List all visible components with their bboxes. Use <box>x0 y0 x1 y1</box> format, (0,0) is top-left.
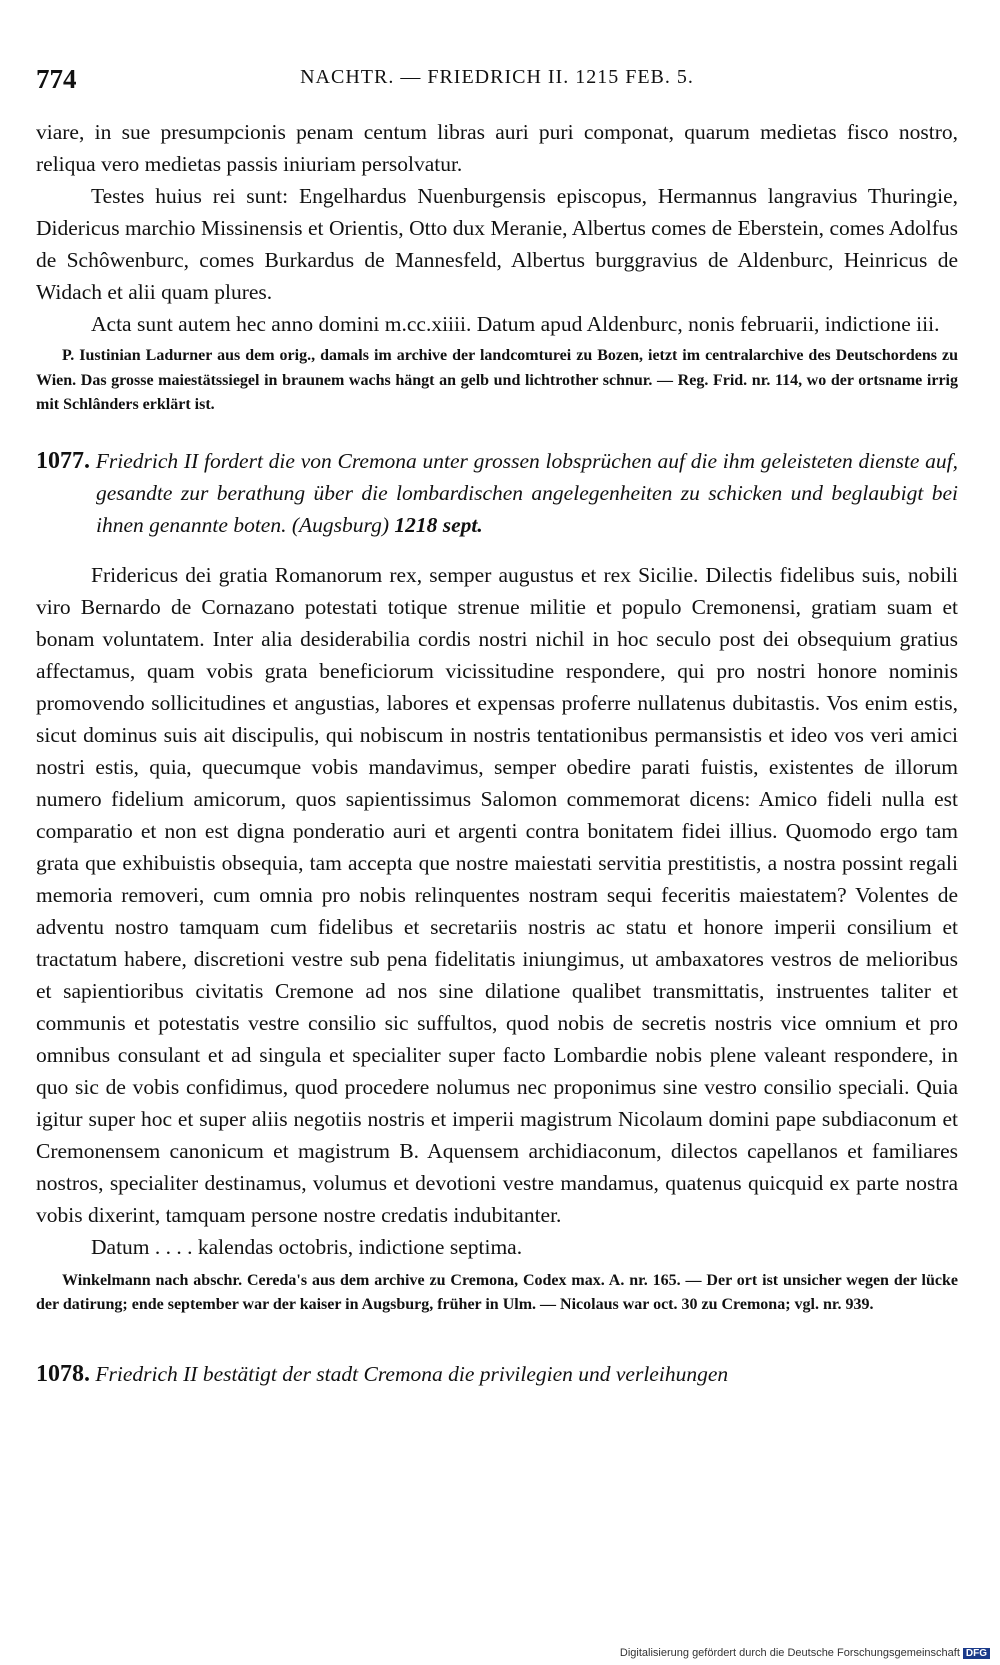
page-header <box>36 40 958 94</box>
dfg-logo: DFG <box>963 1648 990 1659</box>
page-number: 774 <box>36 64 77 94</box>
regest-text-1077: Friedrich II fordert die von Cremona unter grossen lobsprüchen auf die ihm geleisteten dienste auf, gesandte zur berathung über die lombardischen angelegenheiten zu schicken und beglaubigt bei ihnen genannte boten. (Augsburg) <box>95 448 959 537</box>
regest-text-1078: Friedrich II bestätigt der stadt Cremona die privilegien und verleihungen <box>95 1361 729 1386</box>
regest-date-1077: 1218 sept. <box>394 512 483 537</box>
source-note-1077: Winkelmann nach abschr. Cereda's aus dem archive zu Cremona, Codex max. A. nr. 165. — Der ort ist unsicher wegen der lücke der datirung; ende september war der kaiser in Augsburg, früher in Ulm. — Nicolaus war oct. 30 zu Cremona; vgl. nr. 939. <box>36 1271 958 1313</box>
digitization-credit <box>620 1647 990 1659</box>
dating-paragraph: Acta sunt autem hec anno domini m.cc.xiiii. Datum apud Aldenburc, nonis februarii, indictione iii. <box>91 312 940 336</box>
page-content <box>36 40 958 1390</box>
regest-1077 <box>36 445 958 541</box>
entry-number-1077: 1077. <box>36 447 90 474</box>
entry-number-1078: 1078. <box>36 1360 90 1387</box>
charter-text-1077: Fridericus dei gratia Romanorum rex, semper augustus et rex Sicilie. Dilectis fidelibus suis, nobili viro Bernardo de Cornazano potestati totique strenue militie et populo Cremonensi, gratiam suam et bonam voluntatem. Inter alia desiderabilia cordis nostri nichil in hoc seculo post dei obsequium gratius affectamus, quam vobis grata beneficiorum vicissitudine respondere, qui pro nostri honore nominis promovendo sollicitudines et angustias, labores et expensas proferre nullatenus dubitastis. Vos enim estis, sicut dominus suis ait discipulis, qui nobiscum in nostris tentationibus permansistis et ideo vos veri amici nostri estis, quia, quecumque vobis mandavimus, semper obedire parati fuistis, existentes de illorum numero fidelium amicorum, quos sapientissimus Salomon commemorat dicens: Amico fideli nulla est comparatio et non est digna ponderatio auri et argenti contra bonitatem fidei illius. Quomodo ergo tam grata que exhibuistis obsequia, tam accepta que nostre maiestati servitia prestitistis, a nostra possint regali memoria removeri, cum omnia pro nobis relinquentes nostram sequi feceritis maiestatem? Volentes de adventu nostro tamquam cum fidelibus et secretariis nostris ac statu et honore imperii consilium et tractatum habere, discretioni vestre sub pena fidelitatis iniungimus, ut ambaxatores vestros de melioribus et sapientioribus civitatis Cremone ad nos sine dilatione qualibet transmittatis, instruentes taliter et communis et potestatis vestre consilio sic suffultos, quod nobis de secretis nostris vice omnium et pro omnibus consulant et ad singula et specialiter super facto Lombardie nobis plene valeant respondere, in quo sic de vobis confidimus, quod procedere nolumus nec proponimus sine vestro consilio speciali. Quia igitur super hoc et super aliis negotiis nostris et imperii magistrum Nicolaum domini pape subdiaconum et Cremonensem canonicum et magistrum B. Aquensem archidiaconum, dilectos capellanos et familiares nostros, specialiter destinamus, volumus et devotioni vestre mandamus, quatenus quicquid ex parte nostra vobis dixerint, tamquam persone nostre credatis indubitanter. <box>36 562 958 1227</box>
running-head: NACHTR. — FRIEDRICH II. 1215 FEB. 5. <box>300 66 694 88</box>
regest-1078 <box>36 1358 958 1390</box>
datum-line-1077: Datum . . . . kalendas octobris, indictione septima. <box>91 1234 523 1259</box>
source-note: P. Iustinian Ladurner aus dem orig., damals im archive der landcomturei zu Bozen, ietzt im centralarchive des Deutschordens zu Wien. Das grosse maiestätssiegel in braunem wachs hängt an gelb und lichtrother schnur. — Reg. Frid. nr. 114, wo der ortsname irrig mit Schlânders erklärt ist. <box>36 347 958 413</box>
credit-text: Digitalisierung gefördert durch die Deutsche Forschungsgemeinschaft <box>619 1647 960 1659</box>
witnesses-paragraph: Testes huius rei sunt: Engelhardus Nuenburgensis episcopus, Hermannus langravius Thuringie, Didericus marchio Missinensis et Orientis, Otto dux Meranie, Albertus comes de Eberstein, comes Adolfus de Schôwenburc, comes Burkardus de Mannesfeld, Albertus burggravius de Aldenburc, Heinricus de Widach et alii quam plures. <box>36 184 958 304</box>
continuation-paragraph: viare, in sue presumpcionis penam centum libras auri puri componat, quarum medietas fisco nostro, reliqua vero medietas passis iniuriam persolvatur. <box>36 120 958 176</box>
